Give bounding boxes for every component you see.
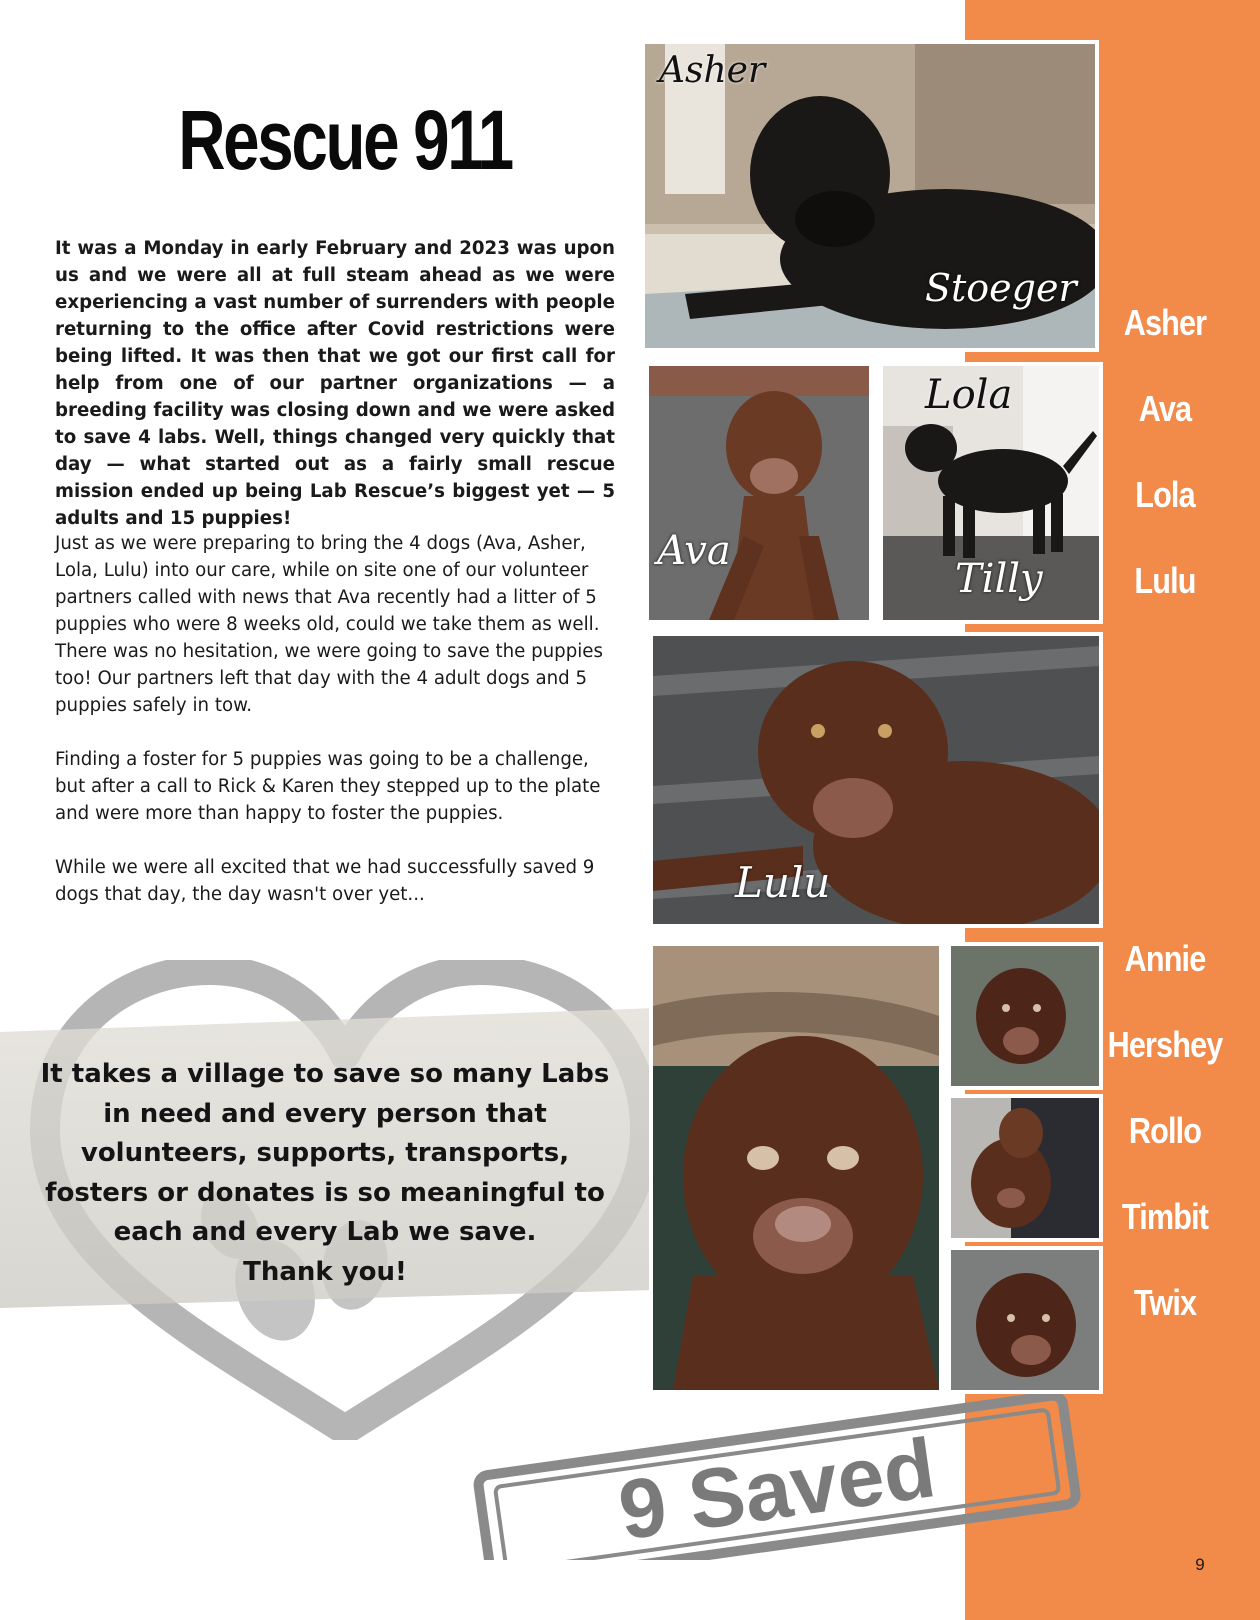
photo-lulu [649, 632, 1103, 928]
banner-line: Thank you! [243, 1256, 407, 1287]
sidebar-name-rollo: Rollo [1128, 1110, 1202, 1151]
photo-asher [641, 40, 1099, 352]
label-ava: Ava [657, 528, 731, 574]
sidebar-name-ava: Ava [1138, 388, 1192, 429]
lulu-photo-image [653, 636, 1099, 924]
body-paragraph-4: While we were all excited that we had successfully saved 9 dogs that day, the day wasn't over yet... [55, 857, 595, 905]
page-title: Rescue 911 [178, 93, 512, 187]
label-lulu: Lulu [735, 858, 831, 907]
puppy-large-image [653, 946, 939, 1390]
banner-message [30, 1055, 620, 1292]
banner-line: volunteers, supports, transports, [80, 1138, 570, 1168]
body-paragraph-3: Finding a foster for 5 puppies was going to be a challenge, but after a call to Rick & Karen they stepped up to the plate and were more than happy to foster the puppies. [55, 749, 601, 824]
puppy-small-1-image [951, 946, 1099, 1086]
label-tilly: Tilly [955, 556, 1043, 602]
photo-puppy-large [649, 942, 943, 1394]
label-lola: Lola [925, 372, 1013, 418]
banner-line: It takes a village to save so many Labs [40, 1059, 610, 1089]
saved-stamp [460, 1390, 1090, 1560]
photo-ava [645, 362, 873, 624]
intro-paragraph: It was a Monday in early February and 2023 was upon us and we were all at full steam ahead as we were experiencing a vast number of surrenders with people returning to the office after Covid restrictions were being lifted. It was then that we got our first call for help from one of our partner organizations — a breeding facility was closing down and we were asked to save 4 labs. Well, things changed very quickly that day — what started out as a fairly small rescue mission ended up being Lab Rescue’s biggest yet — 5 adults and 15 puppies! [55, 238, 615, 529]
banner-line: in need and every person that [103, 1098, 547, 1129]
sidebar-name-hershey: Hershey [1107, 1024, 1223, 1065]
page-number: 9 [1195, 1555, 1205, 1574]
label-stoeger: Stoeger [925, 266, 1077, 310]
puppy-small-2-image [951, 1098, 1099, 1238]
stamp-text: 9 Saved [613, 1420, 941, 1558]
body-paragraph-2: Just as we were preparing to bring the 4 dogs (Ava, Asher, Lola, Lulu) into our care, while on site one of our volunteer partners called with news that Ava recently had a litter of 5 puppies who were 8 weeks old, could we take them as well. There was no hesitation, we were going to save the puppies too! Our partners left that day with the 4 adult dogs and 5 puppies safely in tow. [55, 533, 603, 716]
photo-lola [879, 362, 1103, 624]
photo-puppy-small-3 [947, 1246, 1103, 1394]
puppy-small-3-image [951, 1250, 1099, 1390]
banner-line: each and every Lab we save. [113, 1217, 537, 1247]
label-asher: Asher [659, 50, 766, 91]
sidebar-name-lulu: Lulu [1134, 560, 1196, 601]
sidebar-name-annie: Annie [1124, 938, 1206, 979]
sidebar-name-timbit: Timbit [1121, 1196, 1209, 1237]
sidebar-name-twix: Twix [1133, 1282, 1197, 1323]
banner-line: fosters or donates is so meaningful to [45, 1177, 605, 1208]
photo-puppy-small-2 [947, 1094, 1103, 1242]
photo-puppy-small-1 [947, 942, 1103, 1090]
sidebar-name-lola: Lola [1135, 474, 1195, 515]
sidebar-name-asher: Asher [1123, 302, 1207, 343]
ava-photo-image [649, 366, 869, 620]
